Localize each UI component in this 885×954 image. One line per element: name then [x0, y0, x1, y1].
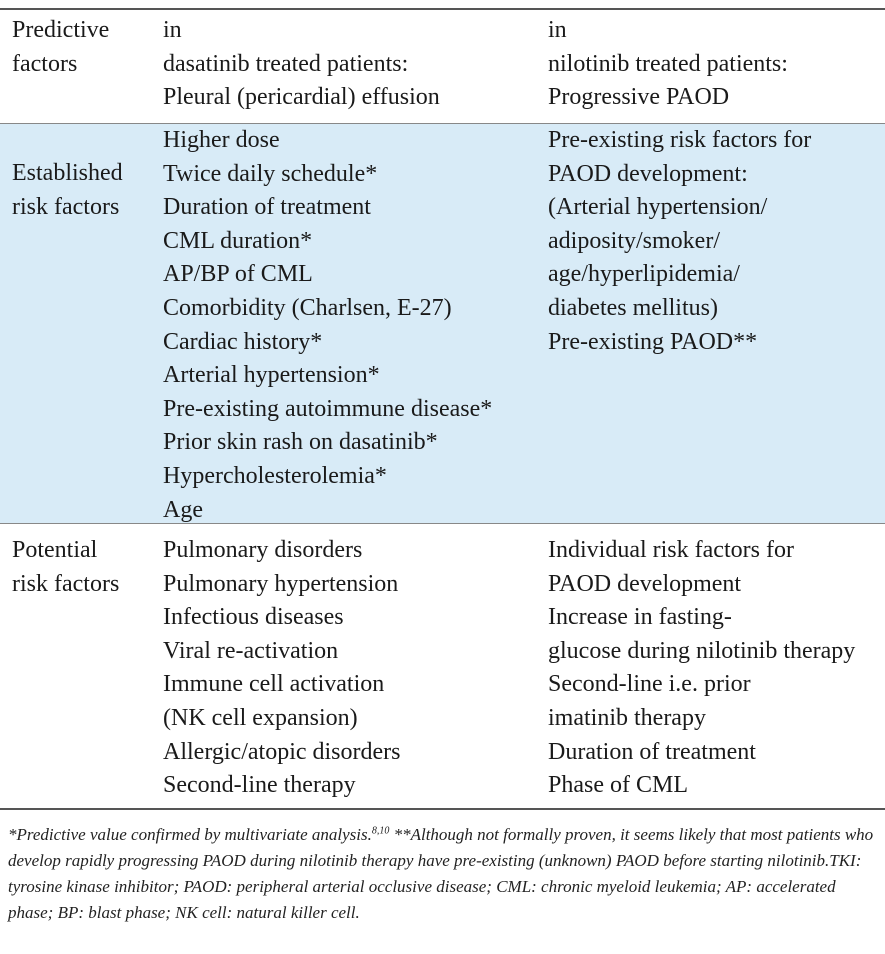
potential-dasatinib	[163, 534, 401, 803]
top-rule	[0, 8, 885, 10]
table-footnote	[8, 822, 880, 926]
header-col1-line: Predictive	[12, 17, 110, 43]
potential-nilotinib-item: Second-line i.e. prior	[548, 671, 751, 698]
header-col1-line: factors	[12, 50, 78, 77]
established-dasatinib-item: Hypercholesterolemia*	[163, 462, 387, 489]
established-nilotinib-item: Pre-existing risk factors for	[548, 127, 812, 153]
header-col2	[163, 14, 440, 115]
potential-nilotinib-item: Individual risk factors for	[548, 537, 794, 563]
established-dasatinib-item: Twice daily schedule*	[163, 160, 378, 187]
header-col2-line: in	[163, 17, 182, 43]
footnote-references: 8,10	[371, 825, 390, 837]
potential-dasatinib-item: Pulmonary hypertension	[163, 570, 399, 597]
established-nilotinib-item: age/hyperlipidemia/	[548, 261, 740, 288]
potential-nilotinib-item: Duration of treatment	[548, 738, 756, 765]
established-dasatinib-item: AP/BP of CML	[163, 261, 313, 288]
established-nilotinib	[548, 124, 811, 359]
established-dasatinib-item: Pre-existing autoimmune disease*	[163, 395, 493, 422]
established-nilotinib-item: (Arterial hypertension/	[548, 194, 768, 221]
established-label	[12, 157, 123, 224]
potential-dasatinib-item: Infectious diseases	[163, 604, 344, 631]
footnote-text: *Predictive value confirmed by multivariate analysis.	[8, 825, 372, 844]
header-col3	[548, 14, 788, 115]
header-col3-line: Progressive PAOD	[548, 84, 730, 111]
established-nilotinib-item: PAOD development:	[548, 160, 748, 187]
established-dasatinib-item: Arterial hypertension*	[163, 362, 380, 389]
header-col3-line: in	[548, 17, 567, 43]
header-col2-line: dasatinib treated patients:	[163, 50, 409, 77]
footnote-text-continued: **Although not formally proven, it seems likely that most patients who develop rapidly progressing PAOD during nilotinib therapy have pre-existing (unknown) PAOD before starting nilotinib.TKI: tyrosine kinase inhibitor; PAOD: peripheral arterial occlusive disease; CML: chronic myeloid leukemia; AP: accelerated phase; BP: blast phase; NK cell: natural killer cell.	[8, 825, 874, 922]
potential-dasatinib-item: Immune cell activation	[163, 671, 385, 698]
established-dasatinib	[163, 124, 492, 527]
header-col2-line: Pleural (pericardial) effusion	[163, 84, 440, 111]
potential-dasatinib-item: Pulmonary disorders	[163, 537, 363, 563]
established-dasatinib-item: Higher dose	[163, 127, 280, 153]
established-nilotinib-item: diabetes mellitus)	[548, 294, 718, 321]
established-label-line: Established	[12, 160, 123, 186]
established-dasatinib-item: CML duration*	[163, 227, 313, 254]
potential-label	[12, 534, 119, 601]
bottom-rule	[0, 808, 885, 810]
potential-label-line: Potential	[12, 537, 98, 563]
potential-nilotinib-item: imatinib therapy	[548, 704, 706, 731]
potential-dasatinib-item: Viral re-activation	[163, 637, 339, 664]
potential-label-line: risk factors	[12, 570, 120, 597]
potential-nilotinib-item: PAOD development	[548, 570, 742, 597]
potential-nilotinib-item: glucose during nilotinib therapy	[548, 637, 856, 664]
established-dasatinib-item: Duration of treatment	[163, 194, 371, 221]
potential-dasatinib-item: Second-line therapy	[163, 772, 356, 799]
established-nilotinib-item: adiposity/smoker/	[548, 227, 720, 254]
established-dasatinib-item: Cardiac history*	[163, 328, 323, 355]
potential-nilotinib	[548, 534, 855, 803]
established-nilotinib-item: Pre-existing PAOD**	[548, 328, 758, 355]
potential-dasatinib-item: (NK cell expansion)	[163, 704, 358, 731]
established-dasatinib-item: Prior skin rash on dasatinib*	[163, 429, 438, 456]
established-dasatinib-item: Comorbidity (Charlsen, E-27)	[163, 294, 452, 321]
established-dasatinib-item: Age	[163, 496, 203, 523]
header-col1	[12, 14, 109, 81]
potential-nilotinib-item: Increase in fasting-	[548, 604, 732, 631]
header-col3-line: nilotinib treated patients:	[548, 50, 788, 77]
established-label-line: risk factors	[12, 193, 120, 220]
potential-dasatinib-item: Allergic/atopic disorders	[163, 738, 401, 765]
potential-nilotinib-item: Phase of CML	[548, 772, 688, 799]
